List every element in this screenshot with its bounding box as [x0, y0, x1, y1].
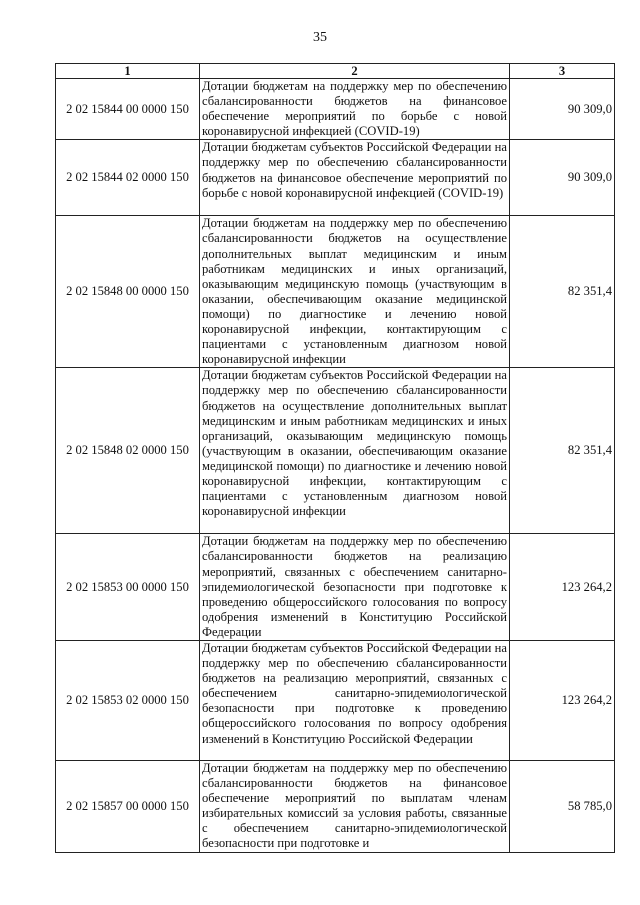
table-row — [56, 534, 615, 641]
row-amount: 90 309,0 — [510, 140, 615, 216]
row-code: 2 02 15848 00 0000 150 — [56, 216, 200, 368]
table-row — [56, 216, 615, 368]
row-amount: 123 264,2 — [510, 640, 615, 760]
row-description: Дотации бюджетам субъектов Российской Федерации на поддержку мер по обеспечению сбалансированности бюджетов на финансовое обеспечение мероприятий по борьбе с новой коронавирусной инфекцией (COVID-19) — [200, 140, 510, 216]
row-description: Дотации бюджетам субъектов Российской Федерации на поддержку мер по обеспечению сбалансированности бюджетов на осуществление дополнительных выплат медицинским и иным работникам медицинских и иных организаций, оказывающим медицинскую помощь (участвующим в оказании, обеспечивающим оказание медицинской помощи) по диагностике и лечению новой коронавирусной инфекции, контактирующим с пациентами с установленным диагнозом новой коронавирусной инфекции — [200, 368, 510, 534]
row-description: Дотации бюджетам на поддержку мер по обеспечению сбалансированности бюджетов на финансовое обеспечение мероприятий по выплатам членам избирательных комиссий за условия работы, связанные с обеспечением санитарно-эпидемиологической безопасности при подготовке и — [200, 760, 510, 852]
page-number: 35 — [313, 30, 327, 45]
row-code: 2 02 15853 00 0000 150 — [56, 534, 200, 641]
table-header-row — [56, 64, 615, 79]
row-code: 2 02 15848 02 0000 150 — [56, 368, 200, 534]
row-amount: 82 351,4 — [510, 216, 615, 368]
row-code: 2 02 15853 02 0000 150 — [56, 640, 200, 760]
table-row — [56, 79, 615, 140]
budget-table — [55, 63, 615, 853]
column-header-code: 1 — [56, 64, 200, 79]
table-row — [56, 368, 615, 534]
column-header-description: 2 — [200, 64, 510, 79]
row-description: Дотации бюджетам на поддержку мер по обеспечению сбалансированности бюджетов на осуществление дополнительных выплат медицинским и иным работникам медицинских и иных организаций, оказывающим медицинскую помощь (участвующим в оказании, обеспечивающим оказание медицинской помощи) по диагностике и лечению новой коронавирусной инфекции, контактирующим с пациентами с установленным диагнозом новой коронавирусной инфекции — [200, 216, 510, 368]
row-amount: 90 309,0 — [510, 79, 615, 140]
table-row — [56, 640, 615, 760]
row-amount: 58 785,0 — [510, 760, 615, 852]
row-code: 2 02 15844 00 0000 150 — [56, 79, 200, 140]
column-header-amount: 3 — [510, 64, 615, 79]
table-row — [56, 760, 615, 852]
row-description: Дотации бюджетам субъектов Российской Федерации на поддержку мер по обеспечению сбалансированности бюджетов на реализацию мероприятий, связанных с обеспечением санитарно-эпидемиологической безопасности при подготовке к проведению общероссийского голосования по вопросу одобрения изменений в Конституцию Российской Федерации — [200, 640, 510, 760]
row-code: 2 02 15844 02 0000 150 — [56, 140, 200, 216]
row-description: Дотации бюджетам на поддержку мер по обеспечению сбалансированности бюджетов на финансовое обеспечение мероприятий по борьбе с новой коронавирусной инфекцией (COVID-19) — [200, 79, 510, 140]
row-amount: 123 264,2 — [510, 534, 615, 641]
row-amount: 82 351,4 — [510, 368, 615, 534]
row-description: Дотации бюджетам на поддержку мер по обеспечению сбалансированности бюджетов на реализацию мероприятий, связанных с обеспечением санитарно-эпидемиологической безопасности при подготовке к проведению общероссийского голосования по вопросу одобрения изменений в Конституцию Российской Федерации — [200, 534, 510, 641]
table-row — [56, 140, 615, 216]
row-code: 2 02 15857 00 0000 150 — [56, 760, 200, 852]
